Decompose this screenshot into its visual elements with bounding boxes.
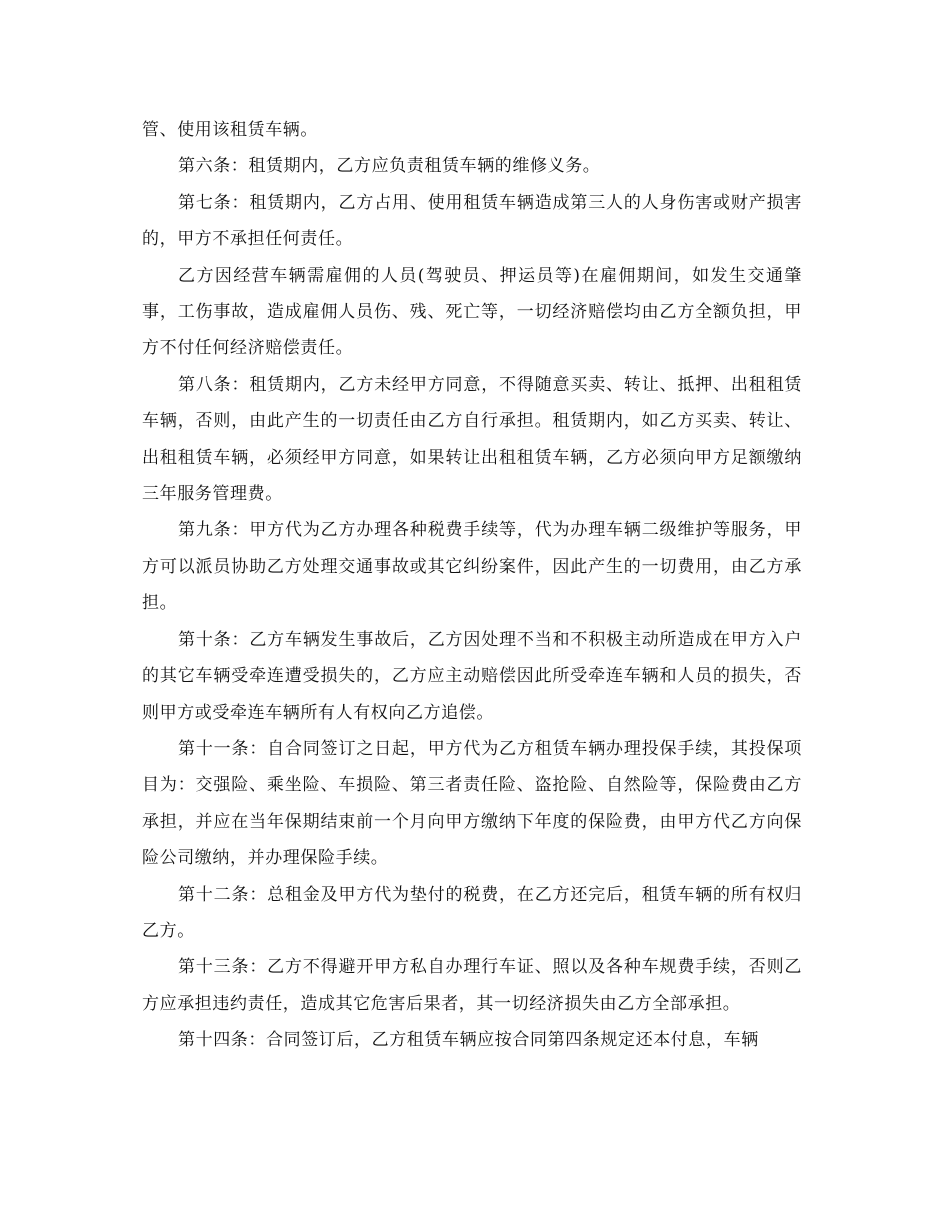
clause-7-supplement: 乙方因经营车辆需雇佣的人员(驾驶员、押运员等)在雇佣期间，如发生交通肇事，工伤事故，造成雇佣人员伤、残、死亡等，一切经济赔偿均由乙方全额负担，甲方不付任何经济赔偿责任。 bbox=[142, 265, 802, 359]
clause-8: 第八条：租赁期内，乙方未经甲方同意，不得随意买卖、转让、抵押、出租租赁车辆，否则，由此产生的一切责任由乙方自行承担。租赁期内，如乙方买卖、转让、出租租赁车辆，必须经甲方同意，如果转让出租租赁车辆，乙方必须向甲方足额缴纳三年服务管理费。 bbox=[142, 374, 802, 505]
clause-7: 第七条：租赁期内，乙方占用、使用租赁车辆造成第三人的人身伤害或财产损害的，甲方不承担任何责任。 bbox=[142, 192, 802, 250]
clause-12: 第十二条：总租金及甲方代为垫付的税费，在乙方还完后，租赁车辆的所有权归乙方。 bbox=[142, 884, 802, 941]
clause-13: 第十三条：乙方不得避开甲方私自办理行车证、照以及各种车规费手续，否则乙方应承担违约责任，造成其它危害后果者，其一切经济损失由乙方全部承担。 bbox=[142, 957, 802, 1014]
document-page bbox=[142, 112, 802, 1059]
clause-11: 第十一条：自合同签订之日起，甲方代为乙方租赁车辆办理投保手续，其投保项目为：交强险、乘坐险、车损险、第三者责任险、盗抢险、自然险等，保险费由乙方承担，并应在当年保期结束前一个月向甲方缴纳下年度的保险费，由甲方代乙方向保险公司缴纳，并办理保险手续。 bbox=[142, 738, 802, 869]
clause-6: 第六条：租赁期内，乙方应负责租赁车辆的维修义务。 bbox=[178, 156, 601, 177]
paragraph-continuation: 管、使用该租赁车辆。 bbox=[142, 120, 318, 140]
clause-14: 第十四条：合同签订后，乙方租赁车辆应按合同第四条规定还本付息，车辆 bbox=[178, 1030, 759, 1051]
clause-9: 第九条：甲方代为乙方办理各种税费手续等，代为办理车辆二级维护等服务，甲方可以派员协助乙方处理交通事故或其它纠纷案件，因此产生的一切费用，由乙方承担。 bbox=[142, 520, 802, 614]
clause-10: 第十条：乙方车辆发生事故后，乙方因处理不当和不积极主动所造成在甲方入户的其它车辆受牵连遭受损失的，乙方应主动赔偿因此所受牵连车辆和人员的损失，否则甲方或受牵连车辆所有人有权向乙方追偿。 bbox=[142, 629, 802, 723]
